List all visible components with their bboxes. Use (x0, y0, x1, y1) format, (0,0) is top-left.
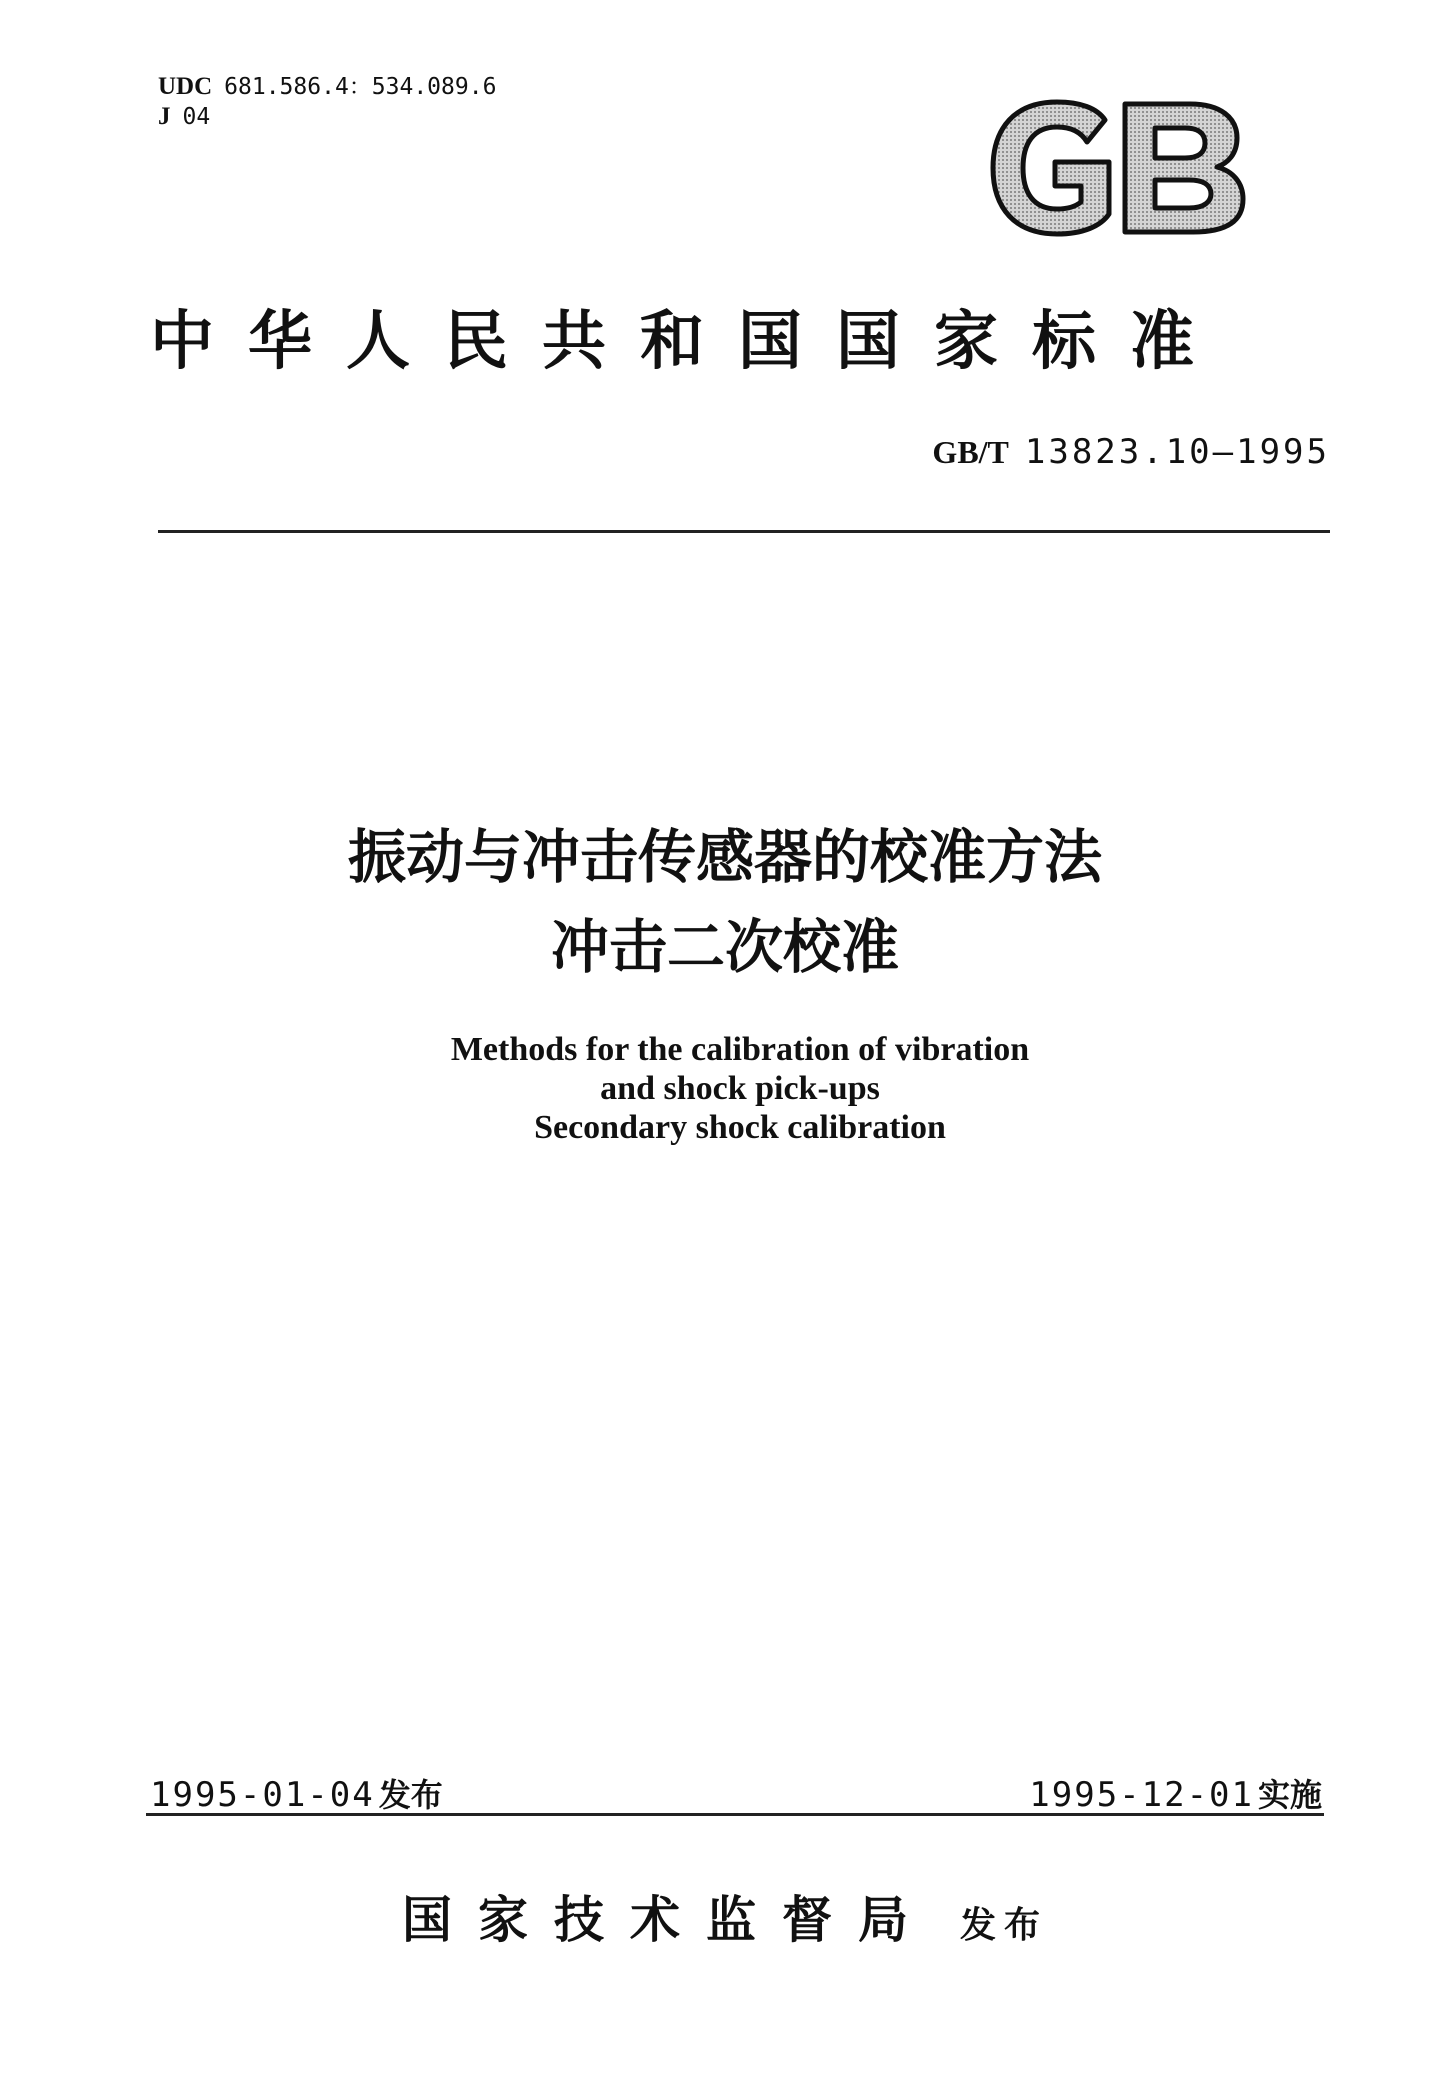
standard-number (932, 432, 1330, 472)
issue-date-value: 1995-01-04 (150, 1775, 375, 1815)
effective-date-suffix: 实施 (1257, 1776, 1322, 1814)
chinese-title-line-2: 冲击二次校准 (550, 913, 899, 981)
issue-date (150, 1770, 443, 1816)
publisher (0, 1880, 1450, 1952)
class-value: 04 (182, 104, 211, 130)
gb-logo (985, 98, 1250, 238)
issue-date-suffix: 发布 (378, 1776, 443, 1814)
effective-date-value: 1995-12-01 (1029, 1775, 1254, 1815)
english-title-line-1: Methods for the calibration of vibration (450, 1031, 1030, 1068)
english-title-line-3: Secondary shock calibration (534, 1109, 946, 1146)
footer-divider (146, 1813, 1324, 1816)
english-title-line-2: and shock pick-ups (600, 1070, 880, 1107)
publisher-action: 发布 (959, 1905, 1048, 1946)
chinese-title-line-1: 振动与冲击传感器的校准方法 (347, 823, 1102, 891)
header-divider (158, 530, 1330, 533)
class-line (158, 102, 496, 132)
effective-date (1029, 1770, 1322, 1816)
standard-prefix: GB/T (932, 434, 1009, 470)
udc-key: UDC (158, 73, 213, 100)
national-standard-header: 中华人民共和国国家标准 (150, 304, 1228, 379)
classification-codes (158, 72, 496, 132)
standard-code: 13823.10—1995 (1024, 432, 1330, 472)
publisher-org: 国家技术监督局 (401, 1890, 934, 1949)
udc-line (158, 72, 496, 102)
english-title (0, 1030, 1450, 1147)
udc-value: 681.586.4：534.089.6 (224, 74, 497, 100)
class-key: J (158, 103, 171, 130)
